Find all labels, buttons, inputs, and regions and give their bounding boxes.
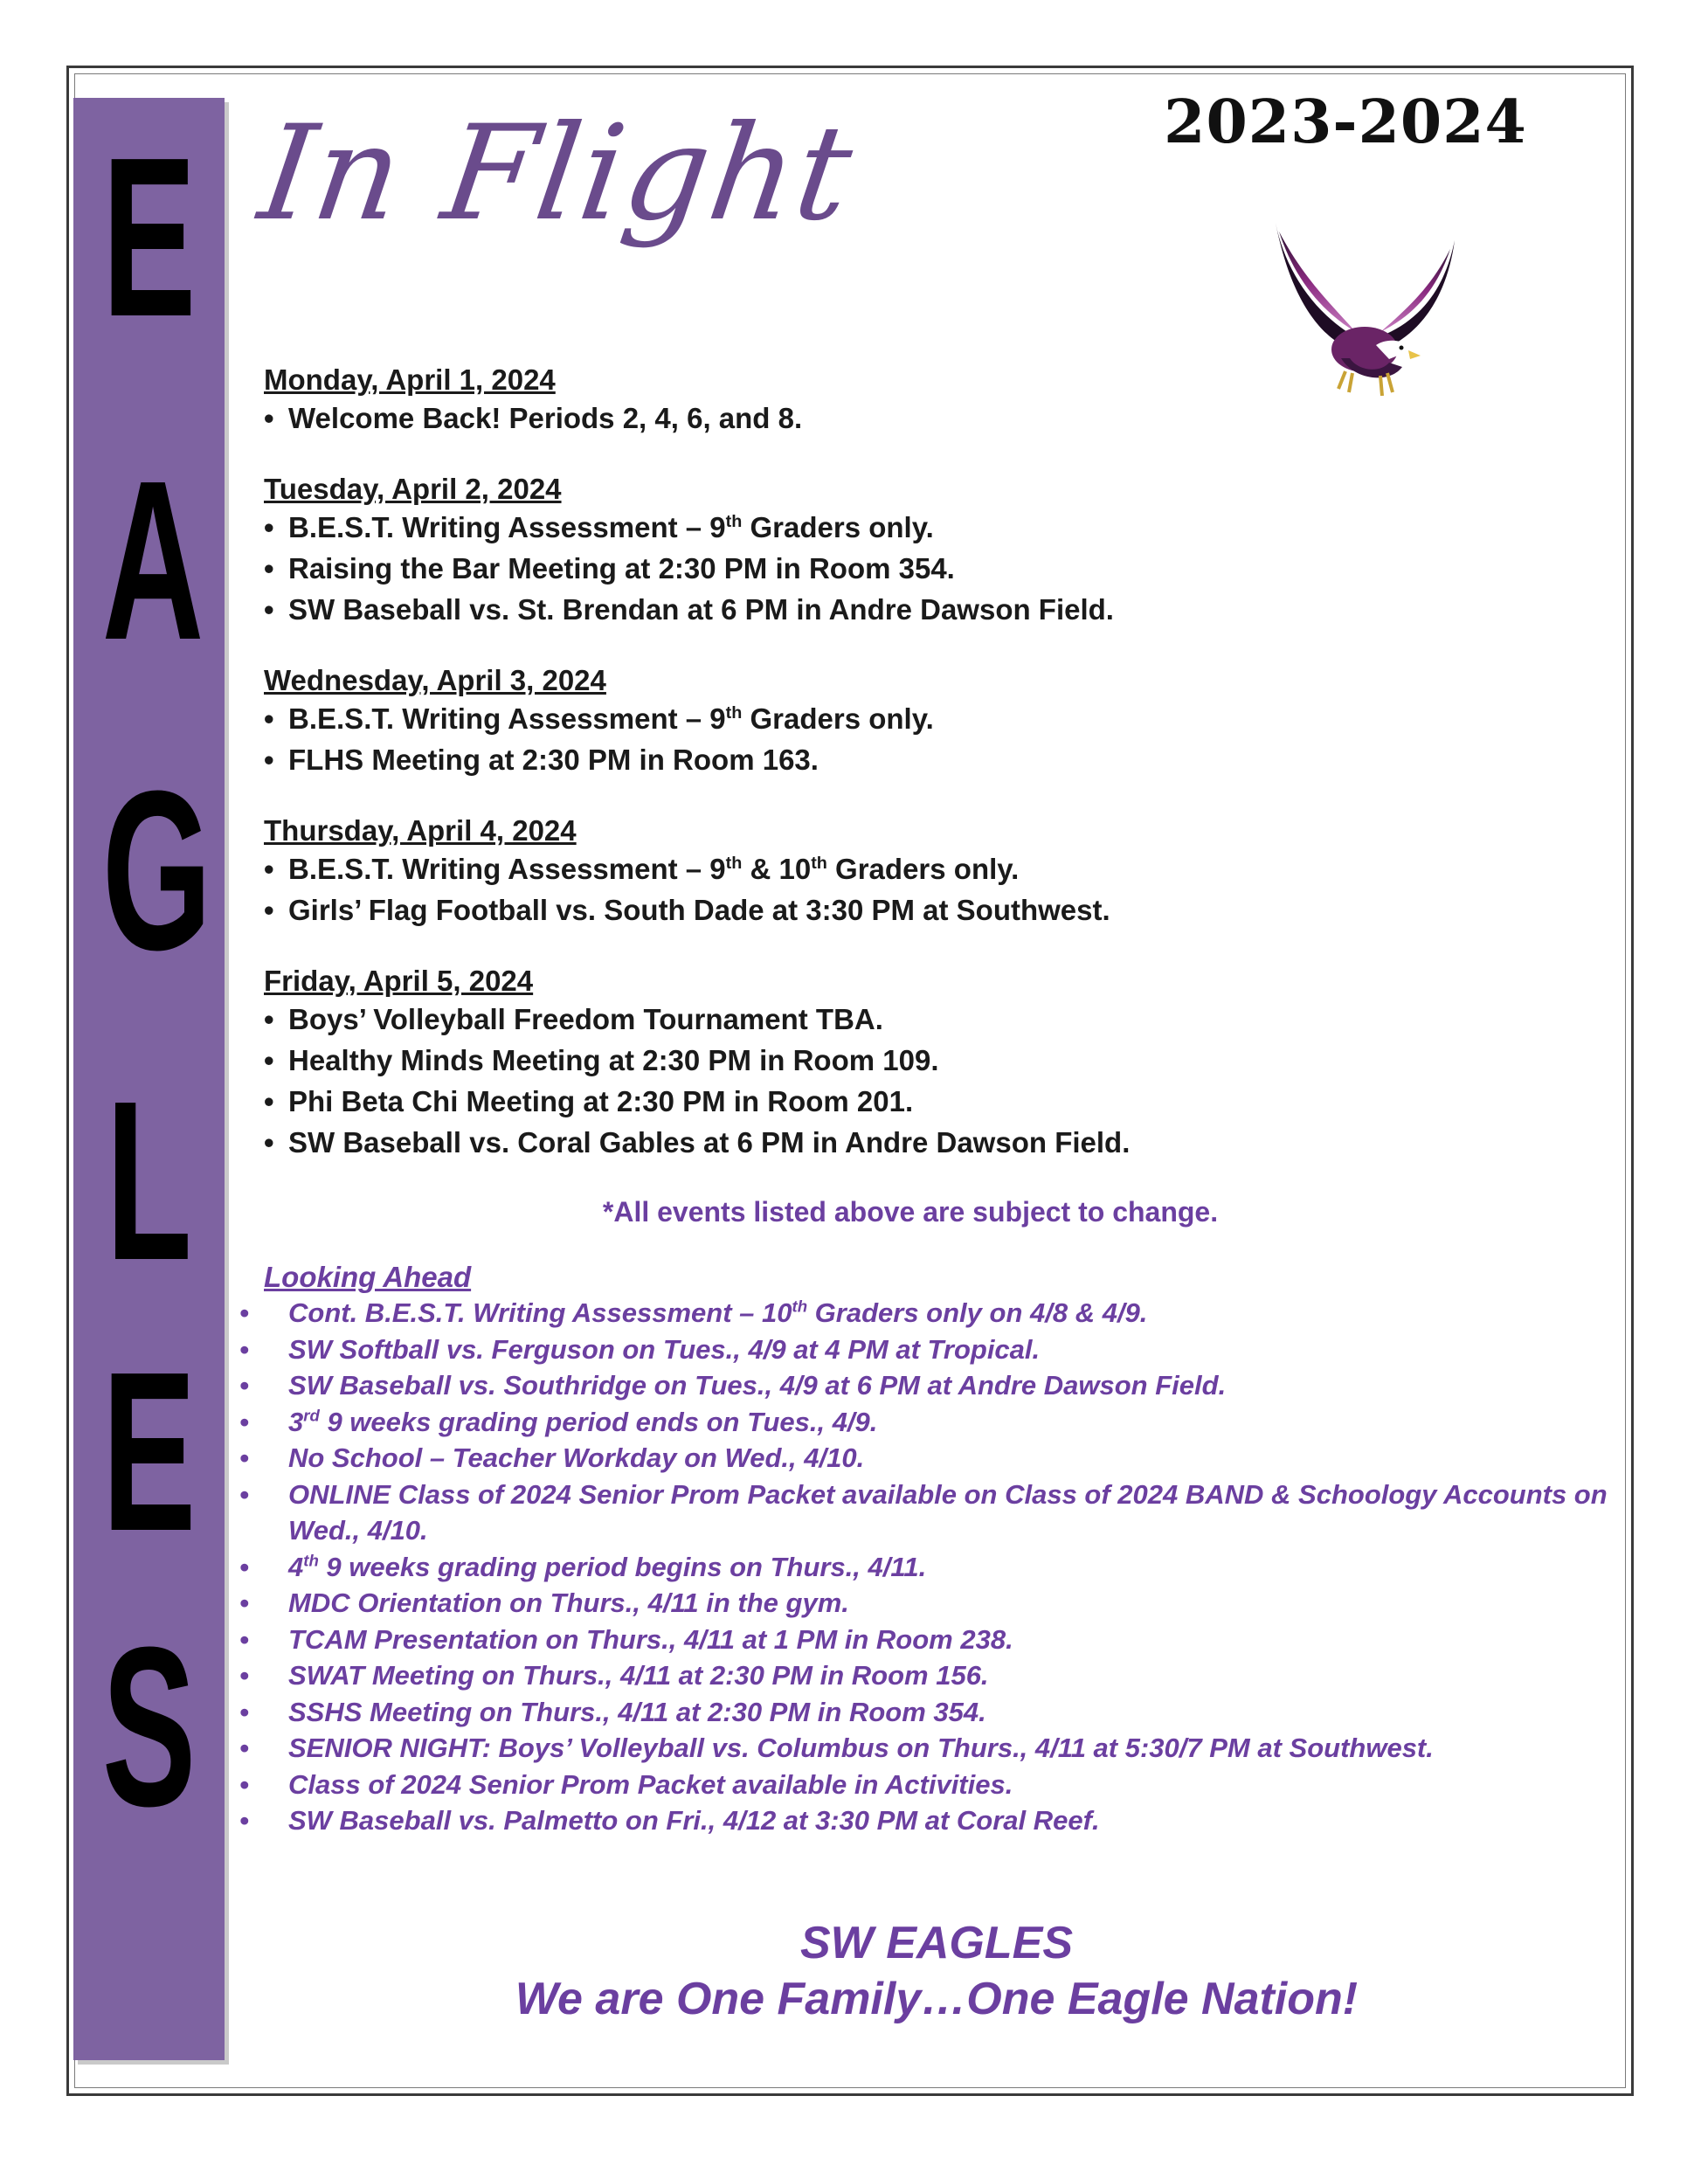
looking-ahead-item — [239, 1404, 1609, 1441]
event-text: FLHS Meeting at 2:30 PM in Room 163. — [288, 744, 819, 776]
event-text: 3 — [288, 1406, 304, 1437]
looking-ahead-heading: Looking Ahead — [264, 1261, 472, 1293]
bullet-icon: • — [239, 1551, 249, 1582]
event-superscript: th — [792, 1297, 808, 1316]
bullet-icon: • — [239, 1733, 249, 1763]
event-text: Graders only. — [826, 853, 1020, 885]
looking-ahead-item — [239, 1332, 1609, 1368]
looking-ahead-item — [239, 1767, 1609, 1803]
bullet-icon: • — [264, 1085, 274, 1117]
event-item — [264, 1122, 1609, 1163]
day-block — [264, 964, 1609, 1163]
sidebar-letter: L — [106, 1055, 192, 1308]
event-superscript: th — [303, 1551, 319, 1570]
bullet-icon: • — [264, 1126, 274, 1159]
event-item — [264, 1081, 1609, 1122]
event-text: MDC Orientation on Thurs., 4/11 in the gym. — [288, 1587, 849, 1618]
bullet-icon: • — [239, 1333, 249, 1365]
looking-ahead-item — [239, 1549, 1609, 1586]
schedule-content — [239, 363, 1609, 1839]
bullet-icon: • — [239, 1370, 249, 1401]
bullet-icon: • — [264, 1003, 274, 1035]
event-text: SW Baseball vs. Palmetto on Fri., 4/12 at 3:30 PM at Coral Reef. — [288, 1805, 1100, 1836]
bullet-icon: • — [264, 593, 274, 626]
event-text: SW Baseball vs. St. Brendan at 6 PM in Andre Dawson Field. — [288, 593, 1114, 626]
day-block — [264, 472, 1609, 630]
event-item — [264, 739, 1609, 780]
bullet-icon: • — [239, 1768, 249, 1800]
school-year: 2023-2024 — [1164, 87, 1527, 157]
day-block — [264, 813, 1609, 930]
event-superscript: th — [725, 512, 743, 531]
bullet-icon: • — [239, 1406, 249, 1437]
event-text: Girls’ Flag Football vs. South Dade at 3:30 PM at Southwest. — [288, 894, 1110, 926]
event-text: No School – Teacher Workday on Wed., 4/10. — [288, 1442, 865, 1473]
bullet-icon: • — [239, 1805, 249, 1836]
sidebar-letter: A — [101, 434, 204, 688]
day-heading: Wednesday, April 3, 2024 — [264, 664, 606, 696]
event-text: B.E.S.T. Writing Assessment – 9 — [288, 511, 726, 543]
bullet-icon: • — [239, 1660, 249, 1691]
event-text: Class of 2024 Senior Prom Packet available in Activities. — [288, 1768, 1013, 1800]
sidebar-letter: E — [101, 1325, 197, 1579]
bullet-icon: • — [264, 402, 274, 434]
bullet-icon: • — [264, 702, 274, 735]
event-text: Welcome Back! Periods 2, 4, 6, and 8. — [288, 402, 803, 434]
event-text: Boys’ Volleyball Freedom Tournament TBA. — [288, 1003, 883, 1035]
event-item — [264, 848, 1609, 889]
looking-ahead-item — [239, 1694, 1609, 1731]
bullet-icon: • — [239, 1297, 249, 1328]
event-superscript: th — [725, 703, 743, 723]
event-text: Healthy Minds Meeting at 2:30 PM in Room 109. — [288, 1044, 939, 1076]
day-heading: Thursday, April 4, 2024 — [264, 814, 577, 847]
day-heading: Monday, April 1, 2024 — [264, 363, 556, 396]
sidebar-letter: G — [101, 744, 212, 998]
day-heading: Tuesday, April 2, 2024 — [264, 473, 562, 505]
event-text: 4 — [288, 1551, 304, 1582]
day-heading: Friday, April 5, 2024 — [264, 965, 534, 997]
looking-ahead-item — [239, 1440, 1609, 1477]
closing-motto: We are One Family…One Eagle Nation! — [515, 1974, 1359, 2024]
event-text: B.E.S.T. Writing Assessment – 9 — [288, 702, 726, 735]
newsletter-title: In Flight — [251, 98, 862, 250]
event-item — [264, 398, 1609, 439]
event-text: SSHS Meeting on Thurs., 4/11 at 2:30 PM in Room 354. — [288, 1696, 986, 1727]
disclaimer: *All events listed above are subject to change. — [602, 1196, 1219, 1228]
event-text: Graders only on 4/8 & 4/9. — [807, 1297, 1148, 1328]
bullet-icon: • — [264, 744, 274, 776]
event-item — [264, 548, 1609, 589]
event-text: SW Softball vs. Ferguson on Tues., 4/9 at 4 PM at Tropical. — [288, 1333, 1041, 1365]
bullet-icon: • — [264, 552, 274, 585]
bullet-icon: • — [264, 511, 274, 543]
closing-team-name: SW EAGLES — [799, 1918, 1074, 1968]
looking-ahead-item — [239, 1477, 1609, 1549]
closing-slogan — [264, 1915, 1609, 2027]
bullet-icon: • — [239, 1623, 249, 1655]
event-text: Phi Beta Chi Meeting at 2:30 PM in Room 201. — [288, 1085, 914, 1117]
day-block — [264, 663, 1609, 780]
event-text: Raising the Bar Meeting at 2:30 PM in Room 354. — [288, 552, 955, 585]
event-text: SW Baseball vs. Coral Gables at 6 PM in Andre Dawson Field. — [288, 1126, 1131, 1159]
event-text: SWAT Meeting on Thurs., 4/11 at 2:30 PM in Room 156. — [288, 1660, 989, 1691]
sidebar-letter: S — [101, 1601, 197, 1854]
event-text: 9 weeks grading period begins on Thurs., 4/11. — [318, 1551, 927, 1582]
event-text: Graders only. — [742, 511, 934, 543]
looking-ahead-item — [239, 1802, 1609, 1839]
eagles-sidebar — [73, 98, 225, 2060]
looking-ahead-item — [239, 1585, 1609, 1622]
event-item — [264, 999, 1609, 1040]
event-superscript: rd — [303, 1406, 320, 1425]
event-superscript: th — [811, 854, 827, 873]
sidebar-letter: E — [101, 111, 197, 364]
looking-ahead-item — [239, 1367, 1609, 1404]
event-item — [264, 889, 1609, 930]
looking-ahead-item — [239, 1730, 1609, 1767]
bullet-icon: • — [239, 1442, 249, 1473]
bullet-icon: • — [239, 1478, 249, 1510]
event-text: 9 weeks grading period ends on Tues., 4/9. — [319, 1406, 878, 1437]
event-item — [264, 589, 1609, 630]
event-text: SENIOR NIGHT: Boys’ Volleyball vs. Columbus on Thurs., 4/11 at 5:30/7 PM at Southwest. — [288, 1733, 1434, 1763]
event-item — [264, 507, 1609, 548]
looking-ahead-item — [239, 1295, 1609, 1332]
bullet-icon: • — [239, 1587, 249, 1618]
event-text: ONLINE Class of 2024 Senior Prom Packet available on Class of 2024 BAND & Schoology Accounts on Wed., 4/10. — [288, 1478, 1608, 1546]
looking-ahead-item — [239, 1622, 1609, 1658]
bullet-icon: • — [264, 1044, 274, 1076]
event-text: Graders only. — [742, 702, 934, 735]
bullet-icon: • — [264, 894, 274, 926]
event-item — [264, 698, 1609, 739]
event-text: Cont. B.E.S.T. Writing Assessment – 10 — [288, 1297, 792, 1328]
bullet-icon: • — [264, 853, 274, 885]
looking-ahead-item — [239, 1657, 1609, 1694]
bullet-icon: • — [239, 1696, 249, 1727]
event-superscript: th — [725, 854, 743, 873]
event-item — [264, 1040, 1609, 1081]
event-text: & 10 — [742, 853, 812, 885]
day-block — [264, 363, 1609, 439]
event-text: B.E.S.T. Writing Assessment – 9 — [288, 853, 726, 885]
event-text: TCAM Presentation on Thurs., 4/11 at 1 PM in Room 238. — [288, 1623, 1013, 1655]
event-text: SW Baseball vs. Southridge on Tues., 4/9 at 6 PM at Andre Dawson Field. — [288, 1370, 1227, 1401]
